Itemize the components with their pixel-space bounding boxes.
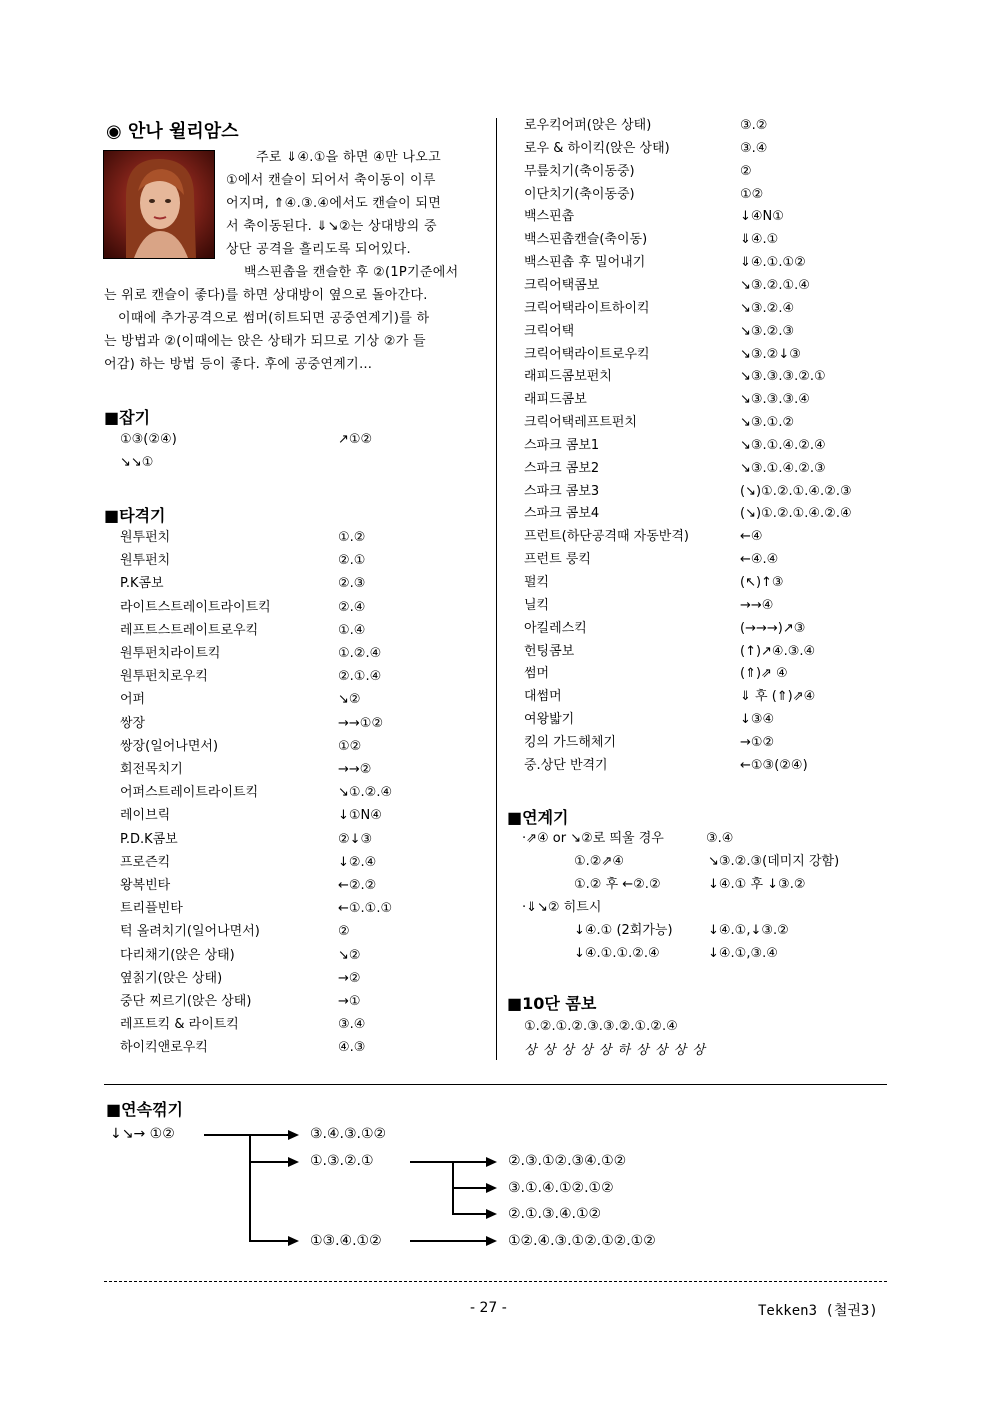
arrow-right-icon — [486, 1236, 497, 1246]
move-command: ↘③.①.④.②.③ — [740, 460, 826, 476]
move-command: ③.② — [740, 118, 768, 133]
move-command: →② — [338, 970, 361, 986]
move-name: 로우 & 하이킥(앉은 상태) — [524, 140, 670, 156]
move-name: P.D.K콤보 — [120, 831, 178, 847]
move-command: ①② — [740, 186, 764, 202]
move-name: 원투펀치 — [120, 530, 171, 545]
move-command: ①.②.④ — [338, 646, 382, 661]
chain-node: ②.③.①②.③④.①② — [508, 1153, 627, 1169]
move-name: 원투펀치 — [120, 553, 171, 569]
intro-line: 이때에 추가공격으로 썸머(히트되면 공중연계기)를 하 — [118, 311, 430, 326]
move-command: →→④ — [740, 597, 774, 613]
move-command: ↓③④ — [740, 712, 775, 728]
move-command: (→→→)↗③ — [740, 620, 806, 636]
move-name: 원투펀치라이트킥 — [120, 646, 221, 661]
page-number: - 27 - — [470, 1300, 507, 1316]
move-command: ↓④N① — [740, 209, 784, 225]
ten-hit-sequence: ①.②.①.②.③.③.②.①.②.④ — [524, 1019, 678, 1034]
intro-line: 는 위로 캔슬이 좋다)를 하면 상대방이 옆으로 돌아간다. — [104, 288, 428, 303]
move-command: (↘)①.②.①.④.②.③ — [740, 483, 852, 499]
move-name: 이단치기(축이동중) — [524, 186, 635, 202]
move-command: →→①② — [338, 715, 384, 731]
arrow-right-icon — [288, 1157, 299, 1167]
move-name: 크릭어택레프트펀치 — [524, 415, 638, 431]
move-command: ↘③.②.③ — [740, 323, 795, 339]
move-name: 닐킥 — [524, 597, 550, 613]
arrow-right-icon — [486, 1209, 497, 1219]
move-name: 프런트 룽킥 — [524, 552, 591, 568]
move-command: ↘③.③.③.②.① — [740, 369, 826, 385]
move-name: 다리채기(앉은 상태) — [120, 947, 235, 963]
move-command: →→② — [338, 762, 372, 777]
move-command: ↘③.②.④ — [740, 300, 795, 316]
move-name: 스파크 콤보1 — [524, 437, 600, 453]
move-name: 왕복빈타 — [120, 878, 171, 893]
move-name: 라이트스트레이트라이트킥 — [120, 599, 271, 615]
intro-line: 주로 ⇓④.①을 하면 ④만 나오고 — [256, 150, 441, 165]
move-command: ①.② — [338, 530, 366, 545]
move-name: 어퍼 — [120, 692, 146, 708]
move-name: 백스핀촙캔슬(축이동) — [524, 232, 648, 248]
move-command: (⇑)⇗ ④ — [740, 666, 788, 682]
chain-arrow-line — [452, 1213, 486, 1215]
move-name: 펄킥 — [524, 575, 550, 590]
move-command: →① — [338, 994, 361, 1009]
chain-start: ↓↘→ ①② — [110, 1126, 175, 1142]
chain-arrow-line — [410, 1161, 486, 1163]
move-name: 트리플빈타 — [120, 901, 183, 917]
arrow-right-icon — [486, 1183, 497, 1193]
move-name: 레프트스트레이트로우킥 — [120, 622, 259, 638]
move-name: 백스핀촙 후 밀어내기 — [524, 255, 646, 271]
move-command: ←④.④ — [740, 552, 779, 568]
move-name: 중.상단 반격기 — [524, 757, 608, 773]
move-name: 회전목치기 — [120, 762, 183, 777]
chain-node: ②.①.③.④.①② — [508, 1206, 602, 1222]
move-name: 크릭어택콤보 — [524, 277, 600, 293]
move-command: ↘③.③.③.④ — [740, 392, 810, 408]
intro-line: 백스핀촙을 캔슬한 후 ②(1P기준에서 — [244, 265, 459, 280]
chain-arrow-line — [452, 1187, 486, 1189]
move-name: 로우킥어퍼(앉은 상태) — [524, 118, 652, 133]
move-command: ⇓④.① — [740, 232, 779, 248]
move-command: (↖)↑③ — [740, 575, 784, 590]
move-name: 크릭어택 — [524, 323, 575, 339]
move-command: ②.①.④ — [338, 669, 382, 685]
move-name: 레이브릭 — [120, 808, 171, 824]
chain-node: ③.①.④.①②.①② — [508, 1180, 614, 1196]
move-name: 옆칡기(앉은 상태) — [120, 970, 223, 986]
move-name: 래피드콤보펀치 — [524, 369, 612, 385]
move-name: 쌍장(일어나면서) — [120, 738, 219, 754]
move-name: 여왕밟기 — [524, 712, 575, 728]
move-command: ⇓ 후 (⇑)⇗④ — [740, 689, 816, 705]
move-command: ↘③.②.①.④ — [740, 277, 810, 293]
move-name: 아킬레스킥 — [524, 620, 587, 636]
section-divider — [104, 1084, 887, 1085]
move-command: ①② — [338, 738, 362, 754]
move-command: ⇓④.①.①② — [740, 255, 806, 271]
move-name: 스파크 콤보3 — [524, 483, 600, 499]
move-command: ←①③(②④) — [740, 757, 808, 773]
move-command: ↘③.①.④.②.④ — [740, 437, 826, 453]
move-name: 스파크 콤보2 — [524, 460, 600, 476]
chain-node: ①.③.②.① — [310, 1153, 374, 1169]
move-command: ↘①.②.④ — [338, 785, 393, 801]
move-command: ←①.①.① — [338, 901, 393, 917]
move-name: 헌팅콤보 — [524, 643, 575, 659]
move-name: P.K콤보 — [120, 576, 164, 592]
move-command: ③.④ — [740, 140, 768, 156]
chain-arrow-line — [410, 1240, 486, 1242]
move-name: 어퍼스트레이트라이트킥 — [120, 785, 259, 801]
move-command: ↓①N④ — [338, 808, 382, 824]
anna-williams-portrait — [103, 150, 215, 259]
move-name: 중단 찌르기(앉은 상태) — [120, 994, 252, 1009]
move-name: 썸머 — [524, 666, 550, 682]
move-command: ②↓③ — [338, 831, 373, 847]
strikes-title: ■타격기 — [104, 506, 166, 525]
move-name: 크릭어택라이트하이킥 — [524, 300, 650, 316]
move-command: ↘② — [338, 947, 361, 963]
chain-branch-line — [249, 1134, 251, 1242]
move-name: 프런트(하단공격때 자동반격) — [524, 529, 689, 545]
column-divider — [496, 118, 497, 1060]
move-command: ↘② — [338, 692, 361, 708]
arrow-right-icon — [288, 1130, 299, 1140]
move-command: (↑)↗④.③.④ — [740, 643, 816, 659]
chain-arrow-line — [249, 1240, 288, 1242]
move-name: 백스핀촙 — [524, 209, 575, 225]
intro-line: 서 축이동된다. ⇓↘②는 상대방의 중 — [226, 219, 437, 234]
move-name: 원투펀치로우킥 — [120, 669, 208, 685]
move-command: ②.④ — [338, 599, 366, 615]
move-name: 프로즌킥 — [120, 854, 171, 870]
move-name: 쌍장 — [120, 715, 146, 731]
move-name: 하이킥앤로우킥 — [120, 1040, 208, 1056]
move-command: ←②.② — [338, 878, 377, 893]
move-command: ② — [740, 163, 752, 179]
move-name: 레프트킥 & 라이트킥 — [120, 1017, 239, 1033]
intro-line: 어감) 하는 방법 등이 좋다. 후에 공중연계기… — [104, 357, 373, 372]
chain-node: ①②.④.③.①②.①②.①② — [508, 1233, 656, 1249]
chain-node: ①③.④.①② — [310, 1233, 382, 1249]
move-name: 크릭어택라이트로우킥 — [524, 346, 650, 362]
move-name: 턱 올려치기(일어나면서) — [120, 924, 260, 940]
character-title: ◉ 안나 윌리암스 — [106, 121, 239, 142]
book-title: Tekken3 (철권3) — [758, 1303, 878, 1319]
grabs-title: ■잡기 — [104, 408, 151, 427]
move-command: ①.④ — [338, 622, 366, 638]
move-command: ↓②.④ — [338, 854, 377, 870]
intro-line: 어지며, ⇑④.③.④에서도 캔슬이 되면 — [226, 196, 442, 211]
move-name: 무릎치기(축이동중) — [524, 163, 635, 179]
arrow-right-icon — [486, 1157, 497, 1167]
move-name: 대썸머 — [524, 689, 562, 705]
intro-line: 는 방법과 ②(이때에는 앉은 상태가 되므로 기상 ②가 들 — [104, 334, 426, 349]
chain-arrow-line — [249, 1161, 288, 1163]
chain-node: ③.④.③.①② — [310, 1126, 387, 1142]
ten-hit-heights: 상 상 상 상 상 하 상 상 상 상 — [524, 1043, 706, 1058]
move-command: ②.① — [338, 553, 366, 569]
chain-title: ■연속꺾기 — [106, 1100, 183, 1119]
move-command: ② — [338, 924, 350, 940]
move-command: ↘③.②↓③ — [740, 346, 801, 362]
chain-arrow-line — [204, 1134, 288, 1136]
combos-title: ■연계기 — [507, 808, 569, 827]
move-name: 스파크 콤보4 — [524, 506, 600, 522]
move-command: →①② — [740, 734, 775, 750]
move-name: 래피드콤보 — [524, 392, 587, 408]
move-command: ③.④ — [338, 1017, 366, 1033]
move-command: ②.③ — [338, 576, 366, 592]
move-command: ④.③ — [338, 1040, 366, 1056]
intro-line: 상단 공격을 흘리도록 되어있다. — [226, 242, 411, 257]
footer-divider — [104, 1281, 887, 1282]
intro-line: ①에서 캔슬이 되어서 축이동이 이루 — [226, 173, 436, 188]
arrow-right-icon — [288, 1236, 299, 1246]
ten-hit-title: ■10단 콤보 — [507, 994, 597, 1013]
move-command: ←④ — [740, 529, 763, 545]
move-name: 킹의 가드해체기 — [524, 734, 617, 750]
move-command: (↘)①.②.①.④.②.④ — [740, 506, 852, 522]
move-command: ↘③.①.② — [740, 415, 795, 431]
